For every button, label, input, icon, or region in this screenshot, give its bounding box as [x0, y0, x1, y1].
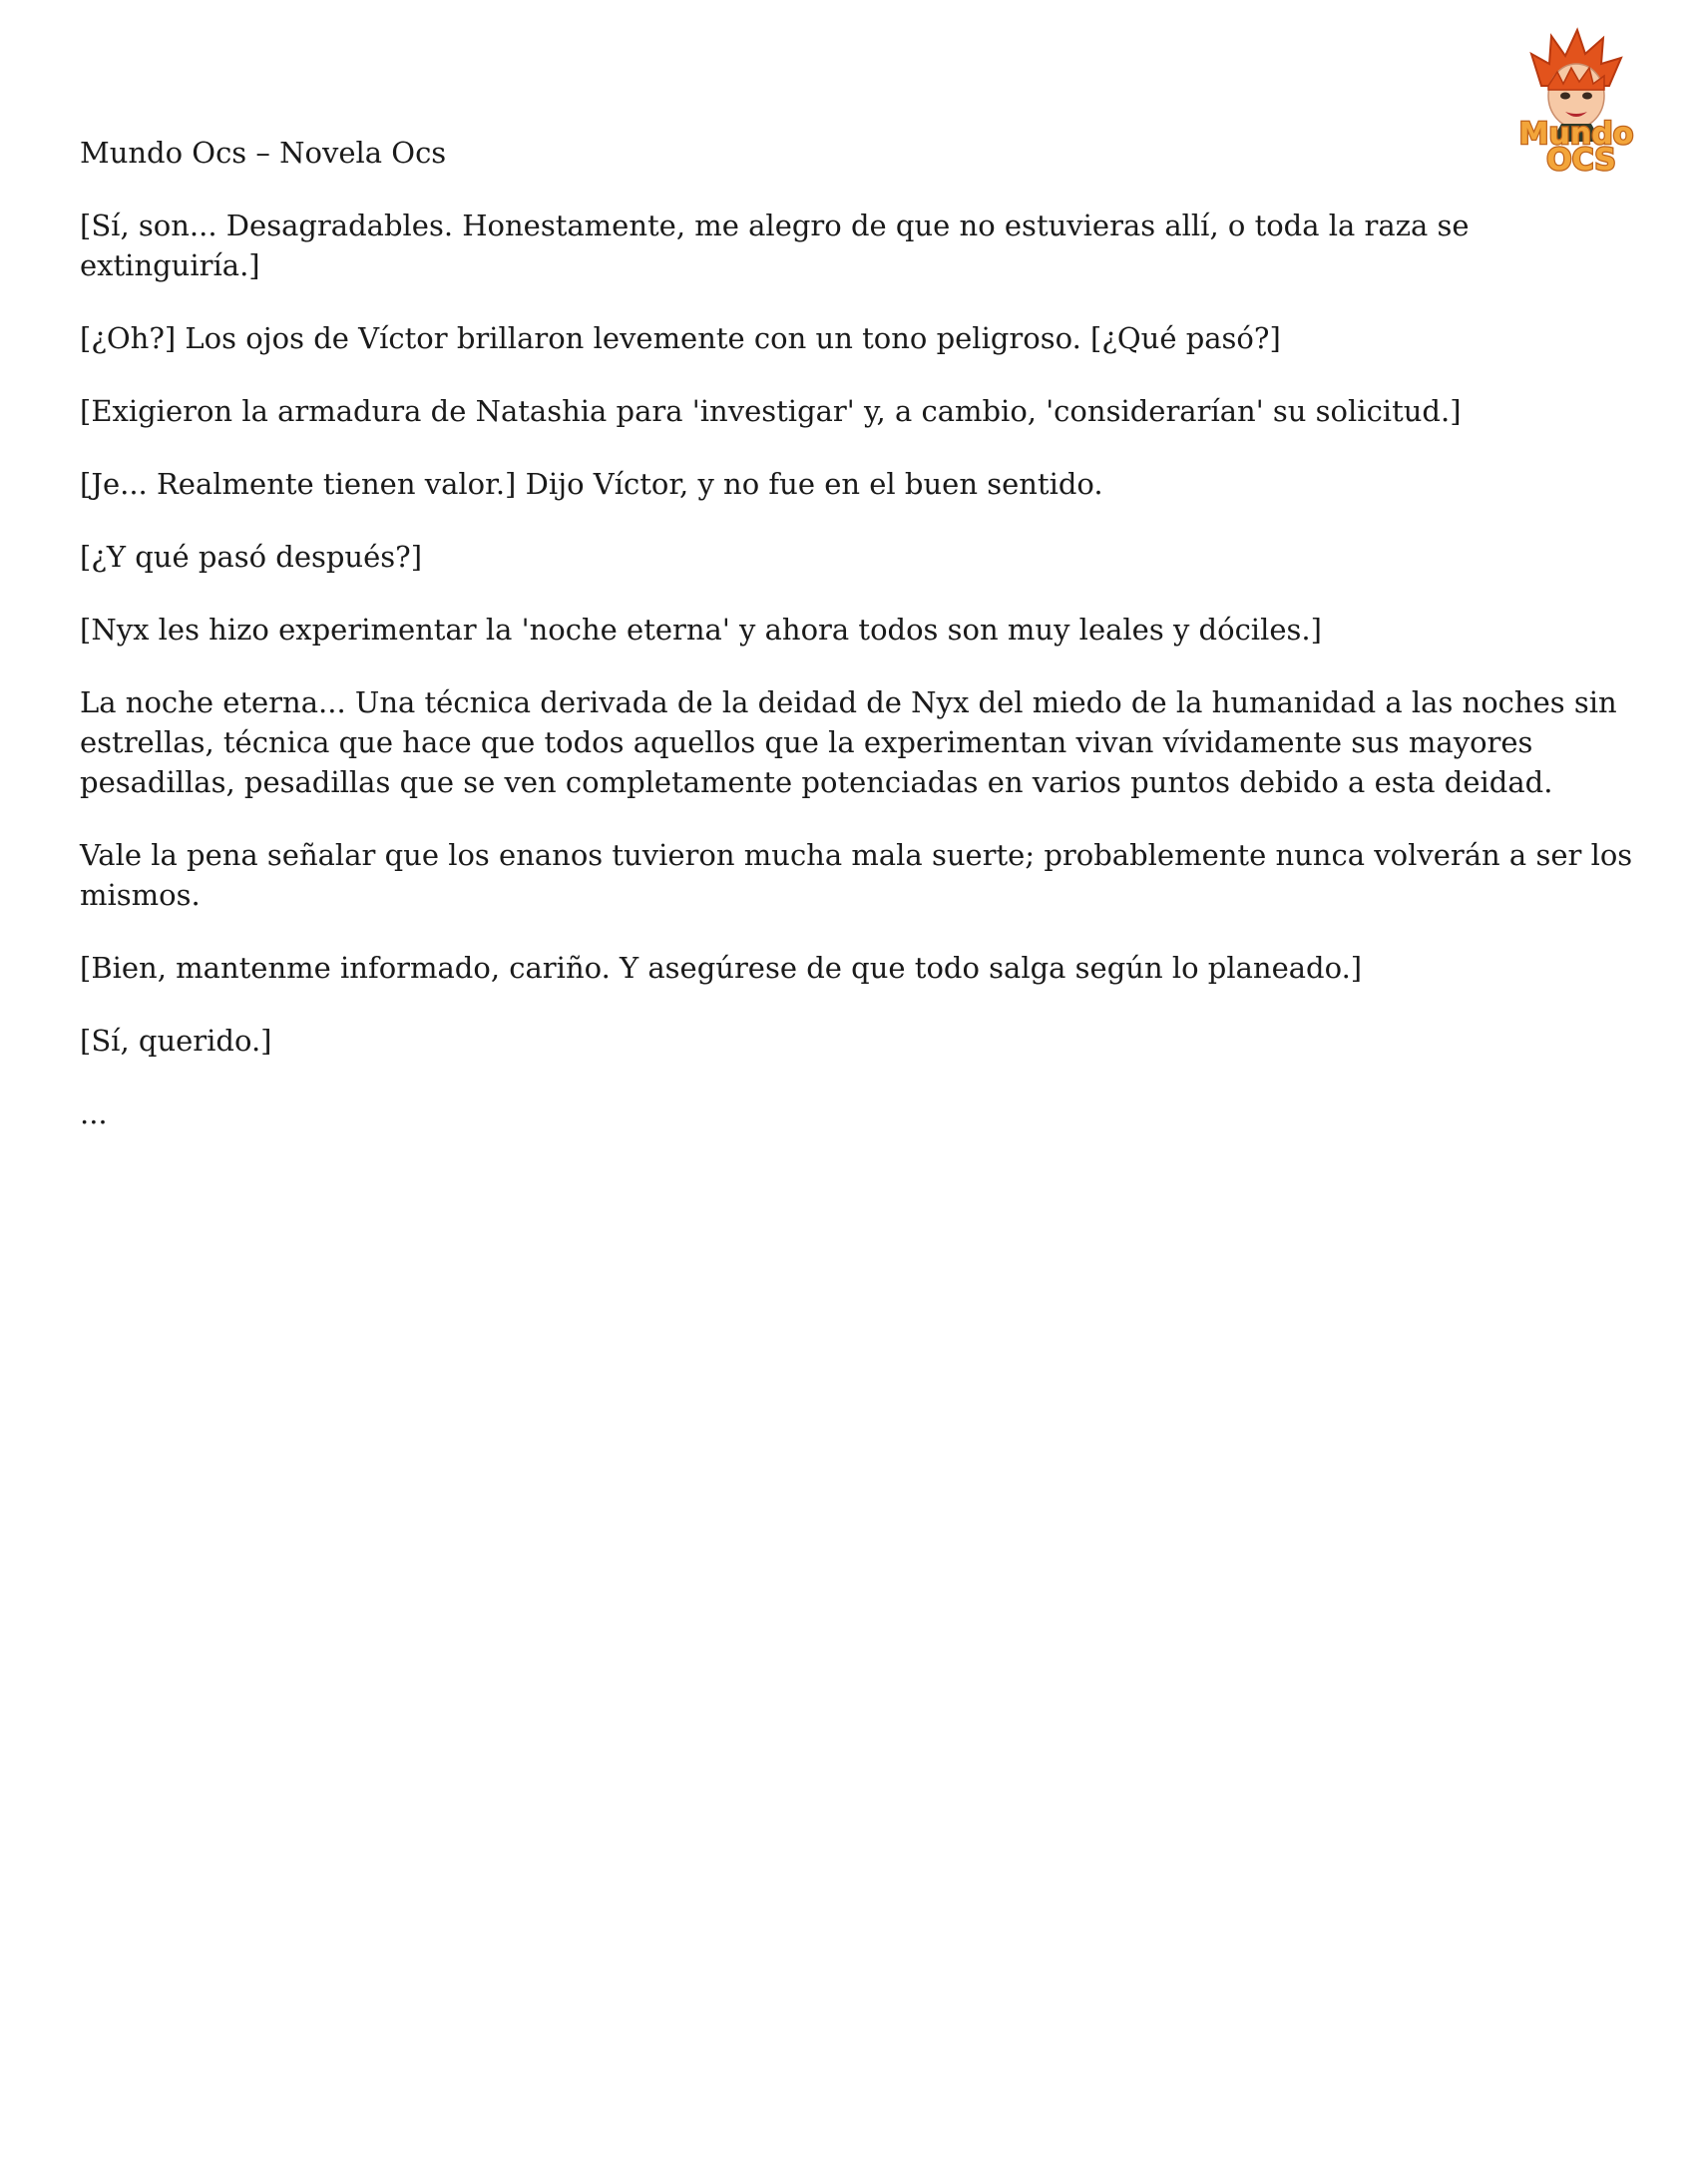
- paragraph: [Bien, mantenme informado, cariño. Y asegúrese de que todo salga según lo planeado.]: [80, 951, 1363, 985]
- paragraph: [Exigieron la armadura de Natashia para 'investigar' y, a cambio, 'considerarían' su solicitud.]: [80, 394, 1462, 428]
- paragraph: La noche eterna... Una técnica derivada de la deidad de Nyx del miedo de la humanidad a las noches sin estrellas, técnica que hace que todos aquellos que la experimentan vivan vívidamente sus mayores pesadillas, pesadillas que se ven completamente potenciadas en varios puntos debido a esta deidad.: [80, 685, 1617, 799]
- paragraph: ...: [80, 1096, 108, 1130]
- paragraph: [¿Y qué pasó después?]: [80, 540, 423, 574]
- mundo-ocs-logo-icon: [1501, 24, 1651, 174]
- paragraph: Vale la pena señalar que los enanos tuvieron mucha mala suerte; probablemente nunca volverán a ser los mismos.: [80, 838, 1633, 912]
- svg-text:OCS: OCS: [1546, 143, 1616, 174]
- paragraph: [Sí, querido.]: [80, 1024, 272, 1058]
- paragraph: [Nyx les hizo experimentar la 'noche eterna' y ahora todos son muy leales y dóciles.]: [80, 613, 1322, 647]
- mundo-ocs-logo: [1501, 24, 1651, 174]
- paragraph: [Je... Realmente tienen valor.] Dijo Víctor, y no fue en el buen sentido.: [80, 467, 1103, 501]
- document-body: [80, 206, 1636, 1166]
- svg-text:Mundo: Mundo: [1518, 117, 1634, 152]
- paragraph: [Sí, son... Desagradables. Honestamente, me alegro de que no estuvieras allí, o toda la raza se extinguiría.]: [80, 209, 1470, 282]
- paragraph: [¿Oh?] Los ojos de Víctor brillaron levemente con un tono peligroso. [¿Qué pasó?]: [80, 321, 1281, 355]
- document-header: Mundo Ocs – Novela Ocs: [80, 136, 447, 170]
